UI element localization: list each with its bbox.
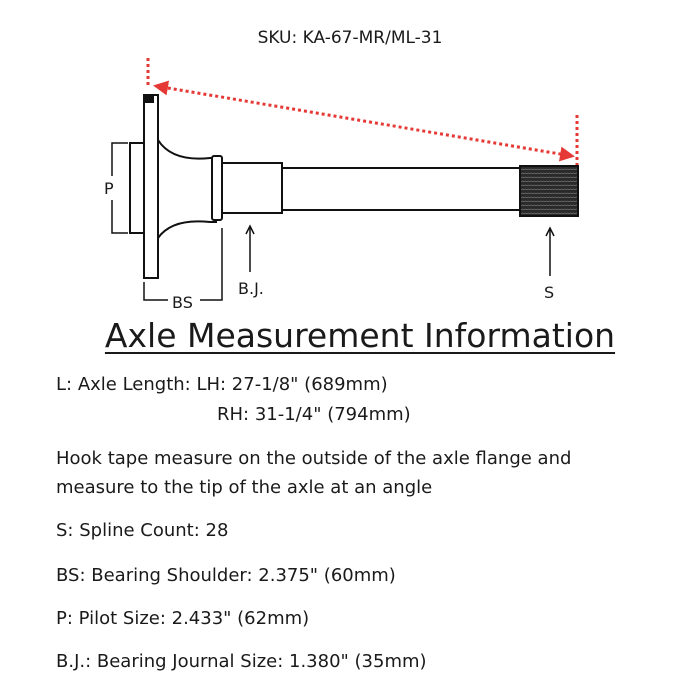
bj-label: B.J.	[238, 279, 264, 298]
hook-instruction-line-2: measure to the tip of the axle at an angle	[56, 477, 433, 498]
bearing-shoulder: BS: Bearing Shoulder: 2.375" (60mm)	[56, 565, 396, 586]
s-pointer-arrow	[546, 228, 554, 276]
bs-label: BS	[172, 293, 193, 312]
p-dimension-bracket	[112, 143, 128, 233]
s-label: S	[544, 283, 555, 302]
axle-length-lh: L: Axle Length: LH: 27-1/8" (689mm)	[56, 374, 388, 395]
p-label: P	[104, 179, 114, 198]
bj-pointer-arrow	[246, 226, 254, 272]
axle-length-rh: RH: 31-1/4" (794mm)	[217, 404, 411, 425]
pilot-size: P: Pilot Size: 2.433" (62mm)	[56, 608, 310, 629]
measure-arrow-icon	[148, 58, 577, 168]
axle-diagram	[0, 0, 700, 330]
axle-icon	[130, 95, 578, 278]
hook-instruction-line-1: Hook tape measure on the outside of the axle flange and	[56, 448, 572, 469]
bearing-journal: B.J.: Bearing Journal Size: 1.380" (35mm)	[56, 651, 427, 672]
sku-label: SKU: KA-67-MR/ML-31	[257, 28, 443, 48]
spline-count: S: Spline Count: 28	[56, 520, 229, 541]
page-title: Axle Measurement Information	[104, 316, 616, 355]
